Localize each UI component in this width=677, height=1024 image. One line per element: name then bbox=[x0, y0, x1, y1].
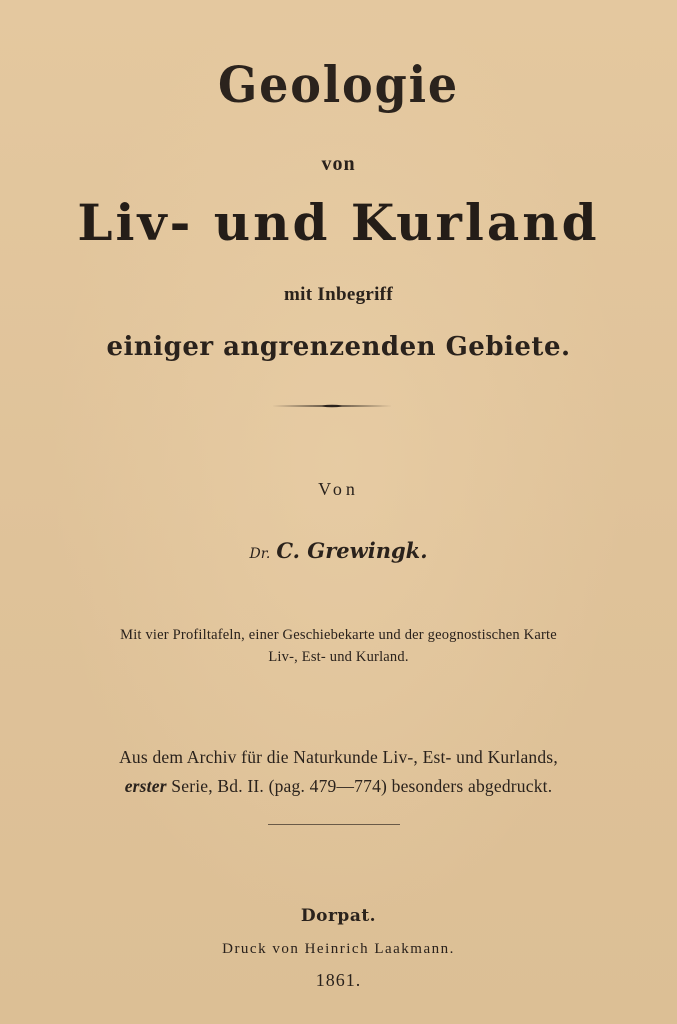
ornamental-rule bbox=[272, 403, 392, 409]
imprint-year: 1861. bbox=[315, 970, 362, 990]
region-title: Liv- und Kurland bbox=[77, 193, 600, 252]
title-connector-von: von bbox=[321, 153, 356, 175]
archive-note-line-2 bbox=[0, 778, 677, 796]
divider-rule bbox=[268, 824, 400, 825]
subtitle-line-1: mit Inbegriff bbox=[284, 284, 393, 305]
author-by-label: Von bbox=[318, 479, 359, 499]
author-line bbox=[0, 540, 677, 561]
author-prefix: Dr. bbox=[249, 546, 271, 562]
plates-note-line-1: Mit vier Profiltafeln, einer Geschiebekarte und der geognostischen Karte bbox=[120, 627, 557, 643]
imprint-printer: Druck von Heinrich Laakmann. bbox=[222, 941, 455, 957]
archive-note-rest: Serie, Bd. II. (pag. 479—774) besonders abgedruckt. bbox=[171, 776, 553, 796]
archive-series-ordinal: erster bbox=[124, 776, 167, 796]
author-name: C. Grewingk. bbox=[276, 538, 428, 563]
subtitle-line-2: einiger angrenzenden Gebiete. bbox=[106, 332, 571, 362]
imprint-place: Dorpat. bbox=[300, 906, 377, 926]
archive-note-line-1: Aus dem Archiv für die Naturkunde Liv-, Est- und Kurlands, bbox=[119, 747, 558, 767]
book-title: Geologie bbox=[217, 55, 460, 114]
plates-note-line-2: Liv-, Est- und Kurland. bbox=[268, 649, 409, 665]
